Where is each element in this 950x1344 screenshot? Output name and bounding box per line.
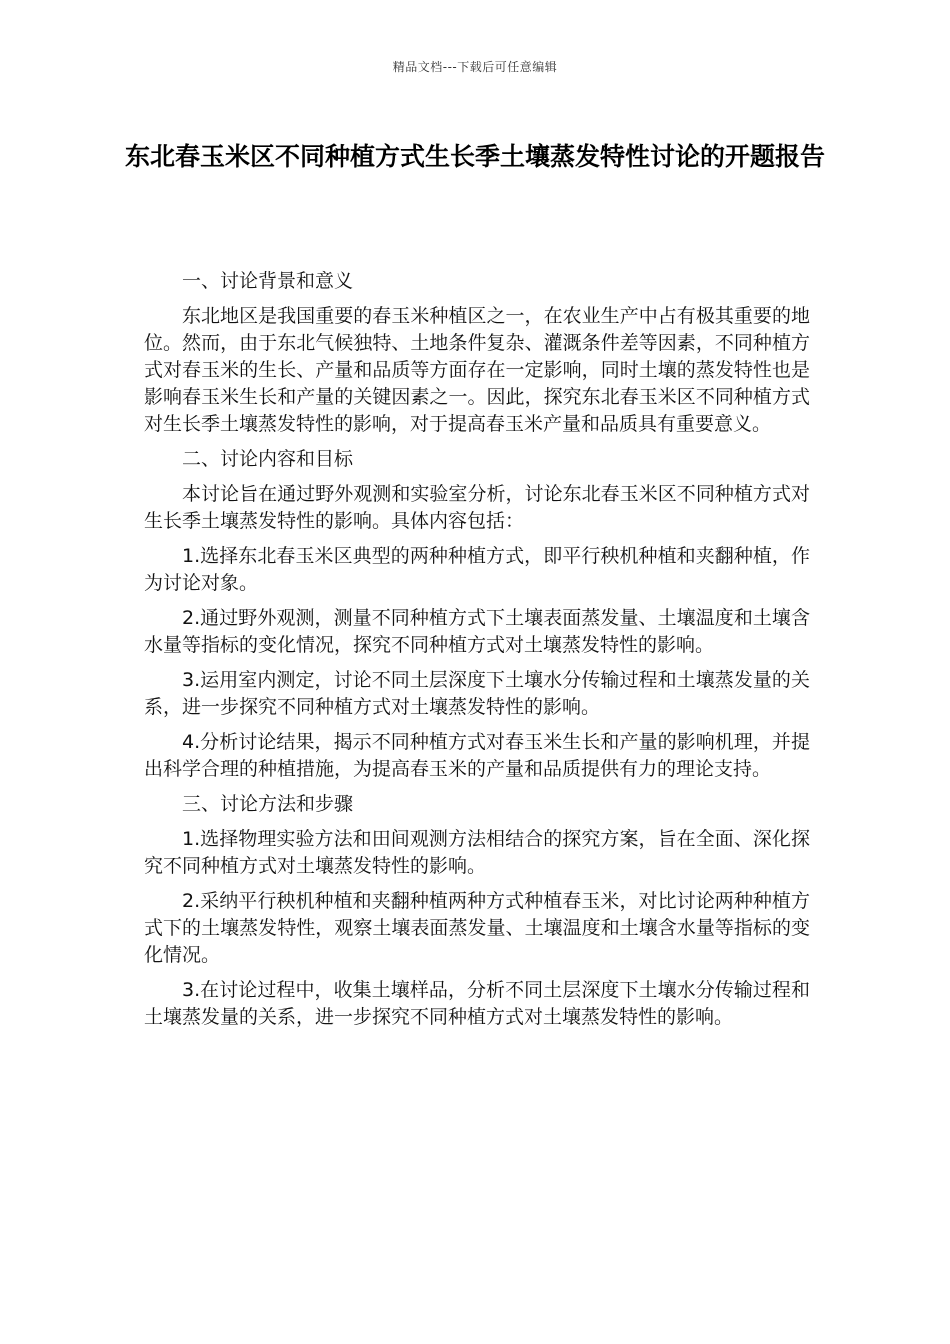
list-item: 4.分析讨论结果，揭示不同种植方式对春玉米生长和产量的影响机理，并提出科学合理的种植措施，为提高春玉米的产量和品质提供有力的理论支持。 [144, 731, 810, 780]
list-item: 3.运用室内测定，讨论不同土层深度下土壤水分传输过程和土壤蒸发量的关系，进一步探究不同种植方式对土壤蒸发特性的影响。 [144, 669, 810, 718]
section-heading: 二、讨论内容和目标 [182, 448, 354, 470]
list-item: 1.选择物理实验方法和田间观测方法相结合的探究方案，旨在全面、深化探究不同种植方式对土壤蒸发特性的影响。 [144, 828, 810, 877]
section-heading: 一、讨论背景和意义 [182, 270, 354, 292]
section-heading: 三、讨论方法和步骤 [182, 793, 354, 815]
document-title: 东北春玉米区不同种植方式生长季土壤蒸发特性讨论的开题报告 [124, 142, 825, 171]
paragraph: 本讨论旨在通过野外观测和实验室分析，讨论东北春玉米区不同种植方式对生长季土壤蒸发特性的影响。具体内容包括： [144, 483, 810, 532]
list-item: 1.选择东北春玉米区典型的两种种植方式，即平行秧机种植和夹翻种植，作为讨论对象。 [144, 545, 810, 594]
document-body [144, 268, 810, 1039]
list-item: 2.采纳平行秧机种植和夹翻种植两种方式种植春玉米，对比讨论两种种植方式下的土壤蒸发特性，观察土壤表面蒸发量、土壤温度和土壤含水量等指标的变化情况。 [144, 890, 810, 966]
list-item: 3.在讨论过程中，收集土壤样品，分析不同土层深度下土壤水分传输过程和土壤蒸发量的关系，进一步探究不同种植方式对土壤蒸发特性的影响。 [144, 979, 810, 1028]
list-item: 2.通过野外观测，测量不同种植方式下土壤表面蒸发量、土壤温度和土壤含水量等指标的变化情况，探究不同种植方式对土壤蒸发特性的影响。 [144, 607, 810, 656]
header-note: 精品文档---下载后可任意编辑 [392, 60, 558, 74]
paragraph: 东北地区是我国重要的春玉米种植区之一，在农业生产中占有极其重要的地位。然而，由于东北气候独特、土地条件复杂、灌溉条件差等因素，不同种植方式对春玉米的生长、产量和品质等方面存在一定影响，同时土壤的蒸发特性也是影响春玉米生长和产量的关键因素之一。因此，探究东北春玉米区不同种植方式对生长季土壤蒸发特性的影响，对于提高春玉米产量和品质具有重要意义。 [144, 305, 810, 435]
